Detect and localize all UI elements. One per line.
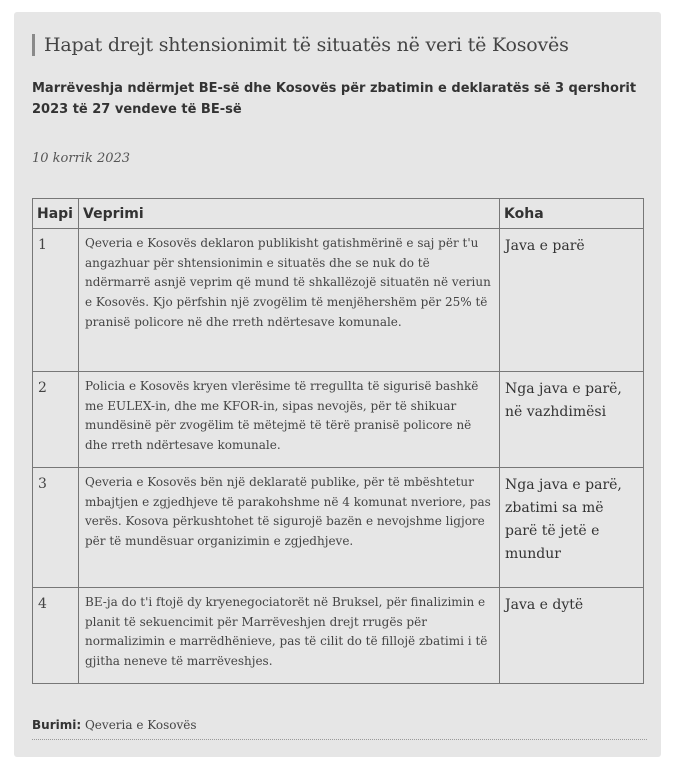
infographic-card xyxy=(14,12,661,757)
step-action: Qeveria e Kosovës bën një deklaratë publike, për të mbështetur mbajtjen e zgjedhjeve të parakohshme në 4 komunat nveriore, pas verës. Kosova përkushtohet të sigurojë bazën e nevojshme ligjore për të mundësuar organizimin e zgjedhjeve. xyxy=(79,468,500,588)
step-action: Policia e Kosovës kryen vlerësime të rregullta të sigurisë bashkë me EULEX-in, dhe me KFOR-in, sipas nevojës, për të shikuar mundësinë për zvogëlim të mëtejmë të tërë pranisë policore në dhe rreth ndërtesave komunale. xyxy=(79,372,500,468)
source-note xyxy=(32,718,197,732)
steps-table xyxy=(32,198,644,684)
table-row xyxy=(33,229,644,372)
step-action: BE-ja do t'i ftojë dy kryenegociatorët në Bruksel, për finalizimin e planit të sekuencimit për Marrëveshjen drejt rrugës për normalizimin e marrëdhënieve, pas të cilit do të fillojë zbatimi i të gjitha neneve të marrëveshjes. xyxy=(79,588,500,684)
title-accent-bar xyxy=(32,34,35,56)
title-block xyxy=(32,34,647,56)
table-header-row xyxy=(33,199,644,229)
table-row xyxy=(33,588,644,684)
step-action: Qeveria e Kosovës deklaron publikisht gatishmërinë e saj për t'u angazhuar për shtensionimin e situatës dhe se nuk do të ndërmarrë asnjë veprim që mund të shkallëzojë situatën në veriun e Kosovës. Kjo përfshin një zvogëlim të menjëhershëm për 25% të pranisë policore në dhe rreth ndërtesave komunale. xyxy=(79,229,500,372)
source-value: Qeveria e Kosovës xyxy=(84,718,197,732)
table-row xyxy=(33,372,644,468)
step-time: Java e parë xyxy=(500,229,644,372)
page-title: Hapat drejt shtensionimit të situatës në veri të Kosovës xyxy=(44,34,569,56)
table-row xyxy=(33,468,644,588)
header-time: Koha xyxy=(500,199,644,229)
step-number: 3 xyxy=(33,468,79,588)
step-number: 1 xyxy=(33,229,79,372)
date: 10 korrik 2023 xyxy=(32,151,131,166)
dotted-divider xyxy=(32,739,647,740)
step-time: Nga java e parë, në vazhdimësi xyxy=(500,372,644,468)
step-time: Nga java e parë, zbatimi sa më parë të jetë e mundur xyxy=(500,468,644,588)
subtitle: Marrëveshja ndërmjet BE-së dhe Kosovës për zbatimin e deklaratës së 3 qershorit 2023 të 27 vendeve të BE-së xyxy=(32,81,637,117)
step-number: 2 xyxy=(33,372,79,468)
step-time: Java e dytë xyxy=(500,588,644,684)
header-step: Hapi xyxy=(33,199,79,229)
source-label: Burimi: xyxy=(32,718,82,732)
step-number: 4 xyxy=(33,588,79,684)
header-action: Veprimi xyxy=(79,199,500,229)
